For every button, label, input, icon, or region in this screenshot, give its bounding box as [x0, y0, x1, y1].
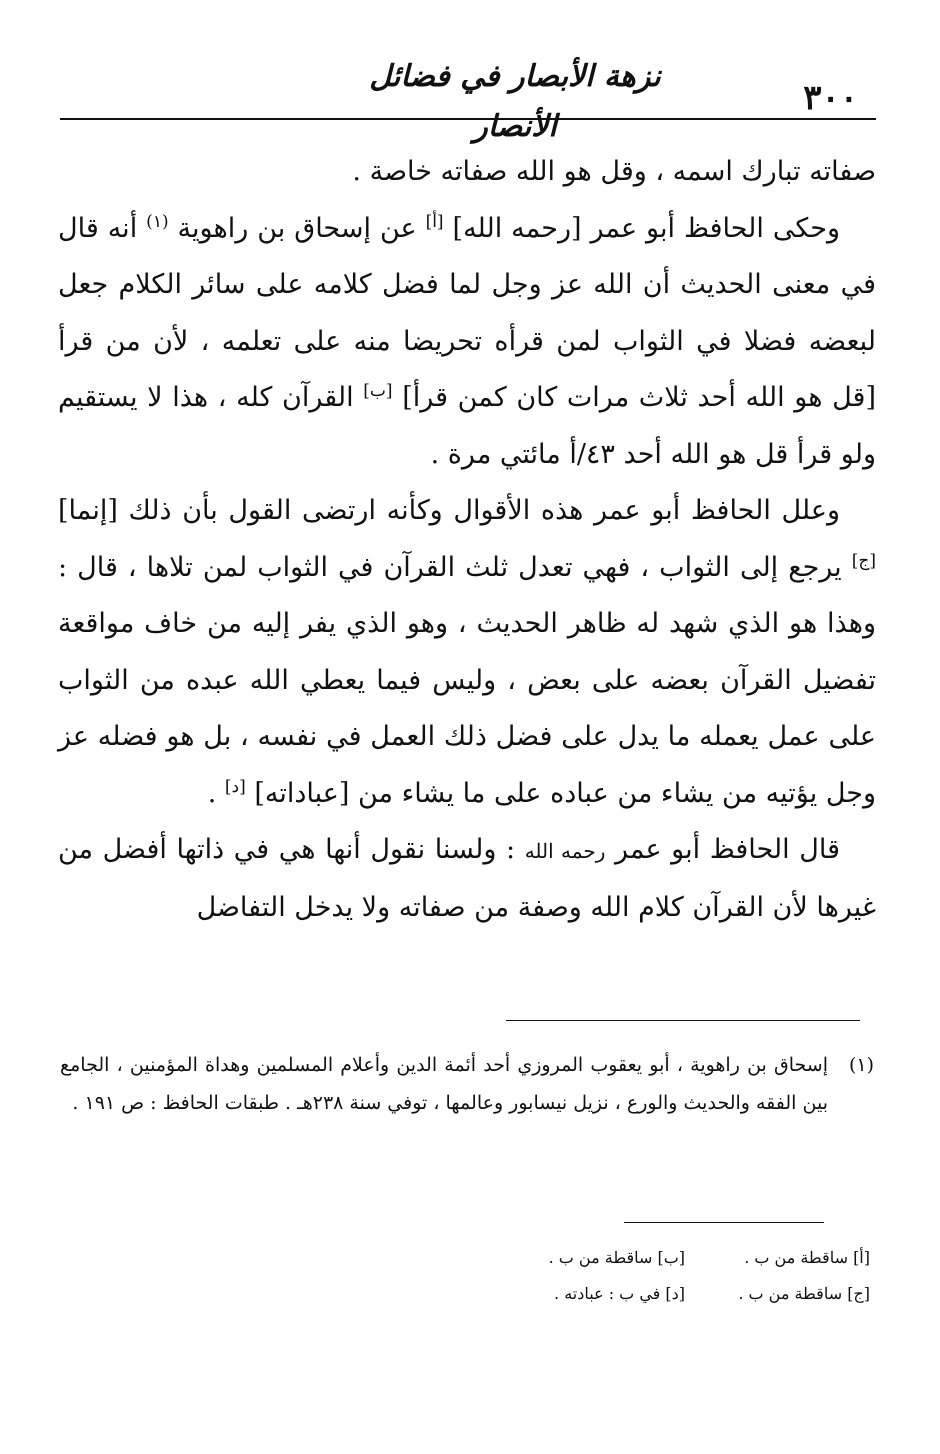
textual-variants	[430, 1240, 870, 1312]
variant-note: [د] في ب : عبادته .	[554, 1284, 685, 1303]
footnote-rule	[506, 1020, 860, 1021]
variant-note: [ب] ساقطة من ب .	[548, 1248, 685, 1267]
paragraph-2	[58, 201, 876, 484]
main-text	[58, 144, 876, 936]
footnote-label: (١)	[848, 1054, 874, 1076]
paragraph-text: : ولسنا نقول أنها هي في ذاتها أفضل من غيرها لأن القرآن كلام الله وصفة من صفاته ولا يدخل التفاضل	[58, 834, 876, 923]
paragraph-text: القرآن كله ، هذا لا يستقيم ولو قرأ قل هو الله أحد ٤٣/أ مائتي مرة .	[58, 382, 876, 470]
variants-rule	[624, 1222, 824, 1223]
paragraph-3	[58, 483, 876, 822]
paragraph-text: يرجع إلى الثواب ، فهي تعدل ثلث القرآن في الثواب لمن تلاها ، قال : وهذا هو الذي شهد له ظاهر الحديث ، وهو الذي يفر إليه من خاف مواقعة تفضيل القرآن بعضه على بعض ، وليس فيما يعطي الله عبده من الثواب على عمل يعمله ما يدل على فضل ذلك العمل في نفسه ، بل هو فضله عز وجل يؤتيه من يشاء من عباده على ما يشاء من [عباداته]	[58, 551, 876, 809]
paragraph-text: قال الحافظ أبو عمر	[605, 834, 840, 865]
paragraph-1	[58, 144, 876, 201]
footnote-text: إسحاق بن راهوية ، أبو يعقوب المروزي أحد أئمة الدين وأعلام المسلمين وهداة المؤمنين ، الجامع بين الفقه والحديث والورع ، نزيل نيسابور وعالمها ، توفي سنة ٢٣٨هـ . طبقات الحافظ : ص ١٩١ .	[60, 1054, 828, 1114]
paragraph-text: عن إسحاق بن راهوية	[168, 212, 426, 244]
variant-note: [ج] ساقطة من ب .	[738, 1284, 870, 1303]
variant-row	[430, 1276, 870, 1312]
paragraph-text: وحكى الحافظ أبو عمر [رحمه الله]	[443, 212, 840, 244]
page-number: ٣٠٠	[803, 78, 858, 118]
running-title: نزهة الأبصار في فضائل الأنصار	[369, 59, 661, 144]
variant-marker-c: [ج]	[851, 550, 876, 571]
paragraph-text: وعلل الحافظ أبو عمر هذه الأقوال وكأنه ارتضى القول بأن ذلك [إنما]	[58, 495, 840, 526]
paragraph-text: صفاته تبارك اسمه ، وقل هو الله صفاته خاصة .	[352, 156, 876, 187]
variant-marker-b: [ب]	[363, 381, 393, 401]
paragraph-4	[58, 822, 876, 936]
header-rule	[60, 118, 876, 120]
page-header	[60, 48, 876, 144]
variant-note: [أ] ساقطة من ب .	[744, 1248, 870, 1267]
honorific-glyph: رحمه الله	[524, 839, 606, 863]
paragraph-text: .	[207, 777, 225, 809]
footnote	[60, 1046, 874, 1122]
footnote-marker-1: (١)	[146, 211, 169, 232]
variant-marker-a: [أ]	[425, 211, 444, 232]
variant-row	[430, 1240, 870, 1276]
paragraph-text: أنه قال في معنى الحديث أن الله عز وجل لما فضل كلامه على سائر الكلام جعل لبعضه فضلا في الثواب لمن قرأه تحريضا منه على تعلمه ، لأن من قرأ [قل هو الله أحد ثلاث مرات كان كمن قرأ]	[58, 212, 876, 413]
variant-marker-d: [د]	[224, 776, 246, 797]
